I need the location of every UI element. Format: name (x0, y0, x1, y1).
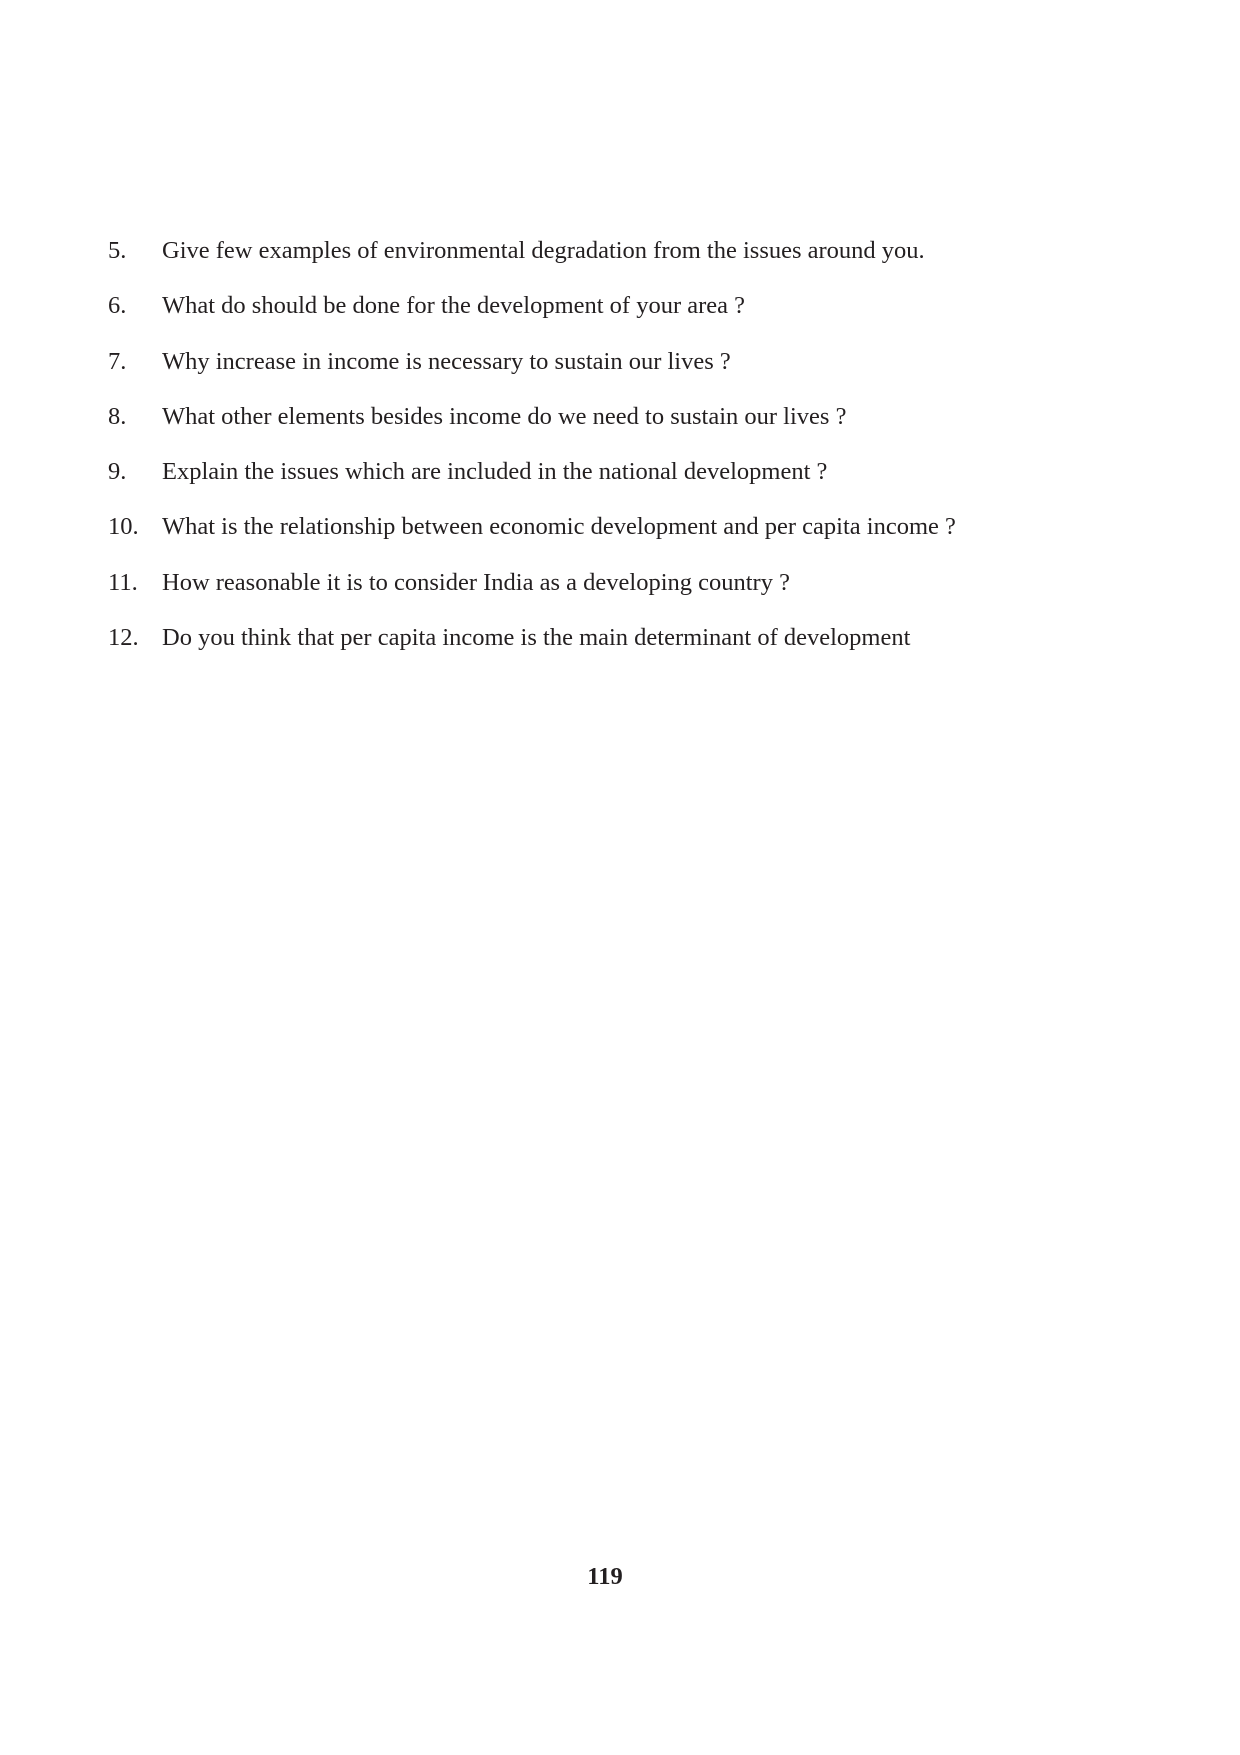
question-text: What other elements besides income do we need to sustain our lives ? (162, 402, 847, 430)
question-number: 7. (108, 347, 127, 375)
question-number: 10. (108, 513, 139, 541)
question-number: 11. (108, 568, 138, 596)
question-number: 8. (108, 402, 127, 430)
question-item (108, 623, 1168, 678)
question-item (108, 347, 1168, 402)
question-item (108, 402, 1168, 457)
page-number: 119 (587, 1563, 623, 1590)
question-item (108, 457, 1168, 512)
question-number: 12. (108, 624, 139, 652)
question-item (108, 291, 1168, 346)
question-number: 9. (108, 458, 127, 486)
question-text: Why increase in income is necessary to sustain our lives ? (162, 347, 731, 375)
question-text: How reasonable it is to consider India as a developing country ? (162, 568, 790, 596)
question-item (108, 512, 1168, 567)
question-list (108, 236, 1168, 678)
question-number: 6. (108, 292, 127, 320)
question-text: Do you think that per capita income is the main determinant of development (162, 624, 911, 652)
question-text: What is the relationship between economic development and per capita income ? (162, 513, 956, 541)
question-number: 5. (108, 237, 127, 264)
question-text: Explain the issues which are included in the national development ? (162, 458, 828, 486)
question-text: Give few examples of environmental degradation from the issues around you. (162, 237, 925, 264)
question-item (108, 236, 1168, 291)
question-item (108, 568, 1168, 623)
question-text: What do should be done for the development of your area ? (162, 292, 746, 320)
